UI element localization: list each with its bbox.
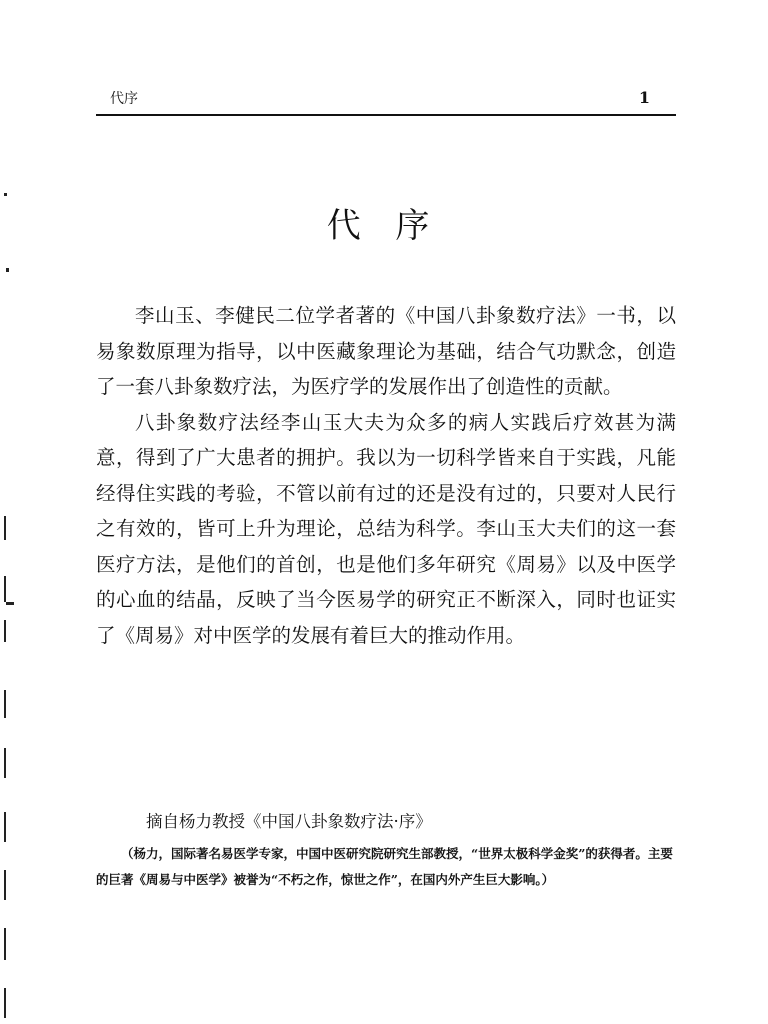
page-number: 1 xyxy=(638,88,650,107)
scan-margin-marks xyxy=(0,0,20,1024)
scan-line xyxy=(4,748,6,778)
header-title: 代序 xyxy=(110,91,138,107)
running-header xyxy=(96,86,676,116)
scan-speck xyxy=(6,268,9,272)
body-text xyxy=(96,298,676,653)
scan-speck xyxy=(6,602,14,605)
scan-line xyxy=(4,812,6,842)
scan-line xyxy=(4,620,6,642)
paragraph: 李山玉、李健民二位学者著的《中国八卦象数疗法》一书，以易象数原理为指导，以中医藏象理论为基础，结合气功默念，创造了一套八卦象数疗法，为医疗学的发展作出了创造性的贡献。 xyxy=(96,304,676,398)
scan-line xyxy=(4,690,6,718)
scan-line xyxy=(4,516,6,540)
author-note: （杨力，国际著名易医学专家，中国中医研究院研究生部教授，“世界太极科学金奖”的获得者。主要的巨著《周易与中医学》被誉为“不朽之作，惊世之作”，在国内外产生巨大影响。） xyxy=(96,846,673,887)
excerpt-source: 摘自杨力教授《中国八卦象数疗法·序》 xyxy=(146,812,432,831)
scan-speck xyxy=(4,193,7,196)
page-title: 代 序 xyxy=(326,206,442,246)
scan-line xyxy=(4,928,6,960)
scan-line xyxy=(4,576,6,602)
paragraph: 八卦象数疗法经李山玉大夫为众多的病人实践后疗效甚为满意，得到了广大患者的拥护。我以为一切科学皆来自于实践，凡能经得住实践的考验，不管以前有过的还是没有过的，只要对人民行之有效的，皆可上升为理论，总结为科学。李山玉大夫们的这一套医疗方法，是他们的首创，也是他们多年研究《周易》以及中医学的心血的结晶，反映了当今医易学的研究正不断深入，同时也证实了《周易》对中医学的发展有着巨大的推动作用。 xyxy=(96,410,676,647)
scan-line xyxy=(4,988,6,1018)
scan-line xyxy=(4,870,6,900)
